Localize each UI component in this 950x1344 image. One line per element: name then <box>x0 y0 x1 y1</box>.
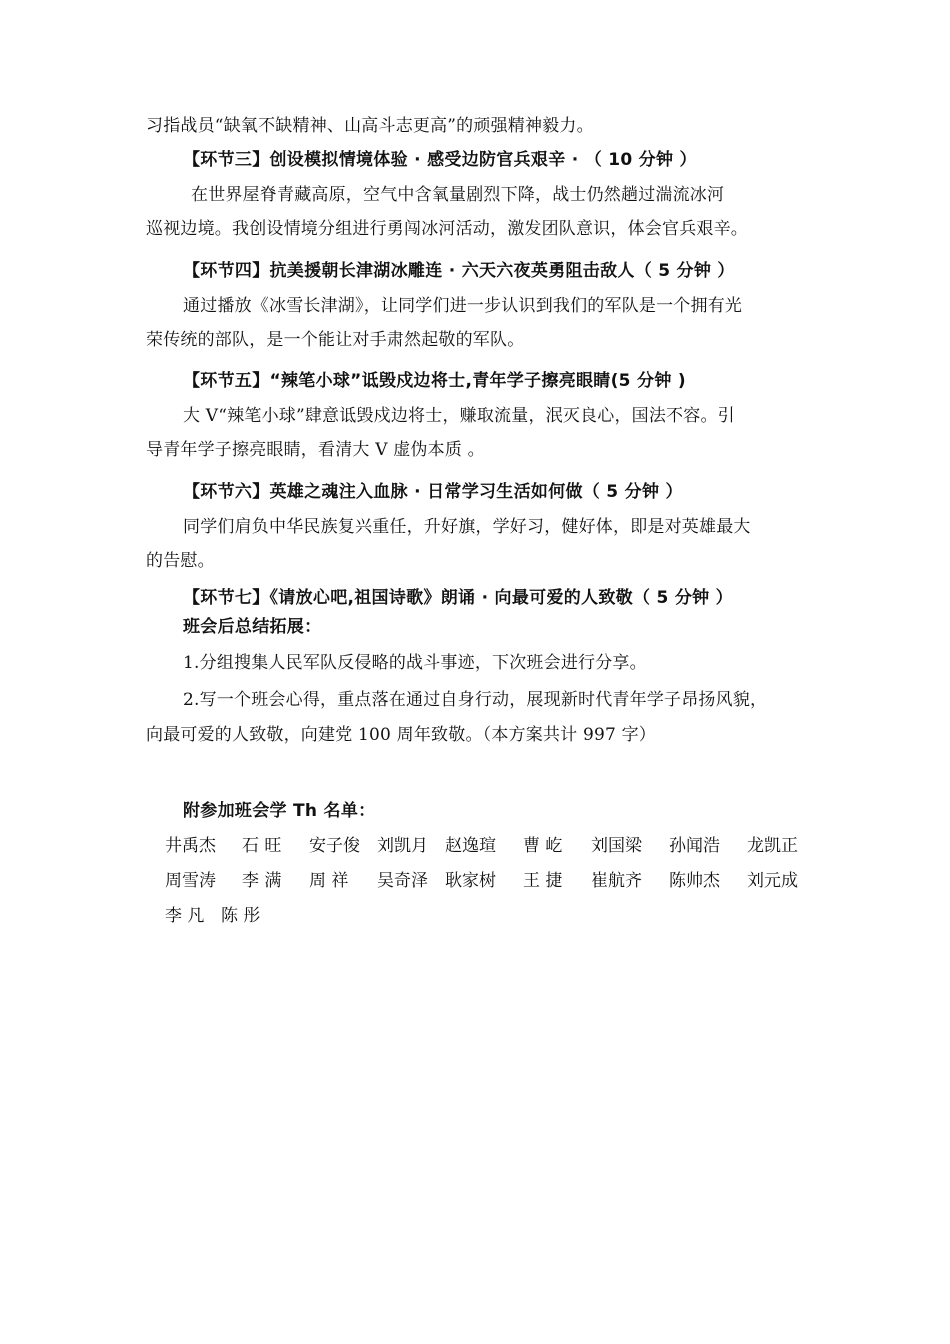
paragraph-line: 在世界屋脊青藏高原，空气中含氧量剧烈下降，战士仍然趟过湍流冰河 <box>191 185 725 205</box>
participants-heading: 附参加班会学 Th 名单： <box>183 801 376 821</box>
participant-name: 陈帅杰 <box>669 871 720 891</box>
participant-name: 井禹杰 <box>165 836 216 856</box>
participant-name: 孙闻浩 <box>669 836 720 856</box>
paragraph-line: 习指战员“缺氧不缺精神、山高斗志更高”的顽强精神毅力。 <box>146 116 594 136</box>
paragraph-line: 通过播放《冰雪长津湖》，让同学们进一步认识到我们的军队是一个拥有光 <box>183 296 743 316</box>
participant-name: 刘国梁 <box>591 836 642 856</box>
section-heading-5: 【环节五】“辣笔小球”诋毁戍边将士,青年学子擦亮眼睛(5 分钟 ) <box>183 371 686 391</box>
paragraph-line: 荣传统的部队，是一个能让对手肃然起敬的军队。 <box>146 330 525 350</box>
participant-name: 龙凯正 <box>747 836 798 856</box>
participant-name: 王 捷 <box>523 871 563 891</box>
section-heading-4: 【环节四】抗美援朝长津湖冰雕连 · 六天六夜英勇阻击敌人（ 5 分钟 ） <box>183 261 735 281</box>
paragraph-line: 同学们肩负中华民族复兴重任，升好旗，学好习，健好体，即是对英雄最大 <box>183 517 751 537</box>
participant-name: 耿家树 <box>445 871 496 891</box>
participant-name: 李 满 <box>242 871 282 891</box>
participant-name: 崔航齐 <box>591 871 642 891</box>
paragraph-line: 的告慰。 <box>146 551 215 571</box>
paragraph-line: 大 V“辣笔小球”肆意诋毁戍边将士，赚取流量，泯灭良心，国法不容。引 <box>183 406 735 426</box>
participant-name: 石 旺 <box>242 836 282 856</box>
section-heading-6: 【环节六】英雄之魂注入血脉 · 日常学习生活如何做（ 5 分钟 ） <box>183 482 683 502</box>
participant-name: 陈 彤 <box>221 906 261 926</box>
summary-item-2: 2.写一个班会心得，重点落在通过自身行动，展现新时代青年学子昂扬风貌， <box>183 690 768 710</box>
paragraph-line: 导青年学子擦亮眼睛，看清大 V 虚伪本质 。 <box>146 440 485 460</box>
participant-name: 安子俊 <box>309 836 360 856</box>
summary-heading: 班会后总结拓展： <box>183 617 322 637</box>
paragraph-line: 巡视边境。我创设情境分组进行勇闯冰河活动，激发团队意识，体会官兵艰辛。 <box>146 219 748 239</box>
participant-name: 刘元成 <box>747 871 798 891</box>
section-heading-3: 【环节三】创设模拟情境体验 · 感受边防官兵艰辛 · （ 10 分钟 ） <box>183 150 697 170</box>
participant-name: 吴奇泽 <box>377 871 428 891</box>
paragraph-line: 向最可爱的人致敬，向建党 100 周年致敬。（本方案共计 997 字） <box>146 725 657 745</box>
participant-name: 周雪涛 <box>165 871 216 891</box>
participant-name: 赵逸瑄 <box>445 836 496 856</box>
participant-name: 周 祥 <box>309 871 349 891</box>
participant-name: 李 凡 <box>165 906 205 926</box>
section-heading-7: 【环节七】《请放心吧,祖国诗歌》朗诵 · 向最可爱的人致敬（ 5 分钟 ） <box>183 588 733 608</box>
participant-name: 刘凯月 <box>377 836 428 856</box>
participant-name: 曹 屹 <box>523 836 563 856</box>
summary-item-1: 1.分组搜集人民军队反侵略的战斗事迹，下次班会进行分享。 <box>183 653 647 673</box>
